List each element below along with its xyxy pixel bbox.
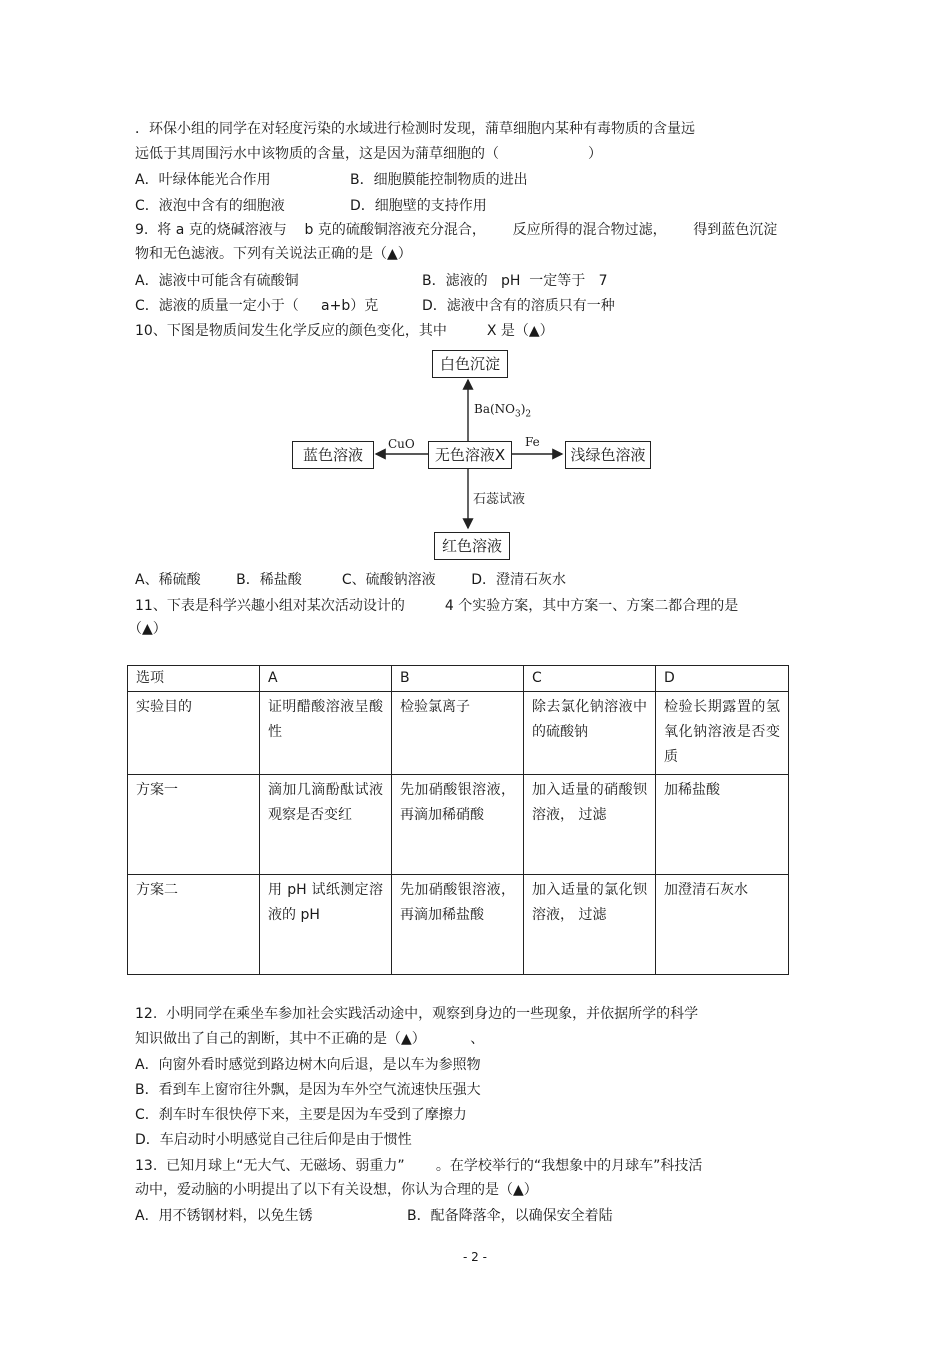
q12-stem-line1: 12. 小明同学在乘坐车参加社会实践活动途中，观察到身边的一些现象，并依据所学的科学 — [135, 1006, 699, 1022]
q9-stem-line2: 物和无色滤液。下列有关说法正确的是（▲） — [135, 246, 412, 262]
q8-option-d: D．细胞壁的支持作用 — [350, 198, 487, 214]
table-cell: 加入适量的氯化钡溶液， 过滤 — [524, 875, 656, 975]
q13-stem-line2: 动中，爱动脑的小明提出了以下有关设想，你认为合理的是（▲） — [135, 1182, 538, 1198]
label-litmus: 石蕊试液 — [473, 492, 526, 507]
experiment-table — [127, 665, 789, 975]
q12-option-c: C．刹车时车很快停下来，主要是因为车受到了摩擦力 — [135, 1107, 467, 1123]
table-row — [128, 775, 789, 875]
table-header-row — [128, 666, 789, 692]
diagram-arrows — [0, 0, 950, 600]
table-cell: 方案一 — [128, 775, 260, 875]
table-row — [128, 875, 789, 975]
table-cell: 除去氯化钠溶液中的硫酸钠 — [524, 692, 656, 775]
table-cell: 加入适量的硝酸钡溶液， 过滤 — [524, 775, 656, 875]
table-cell: 先加硝酸银溶液，再滴加稀盐酸 — [392, 875, 524, 975]
q9-option-b: B．滤液的 pH 一定等于 7 — [422, 273, 608, 289]
table-cell: A — [260, 666, 392, 692]
table-cell: 实验目的 — [128, 692, 260, 775]
table-cell: 方案二 — [128, 875, 260, 975]
box-light-green-solution: 浅绿色溶液 — [565, 441, 651, 469]
q8-stem-line1: ．环保小组的同学在对轻度污染的水域进行检测时发现，蒲草细胞内某种有毒物质的含量远 — [135, 121, 695, 137]
table-cell: 加稀盐酸 — [656, 775, 789, 875]
q13-stem-line1: 13. 已知月球上“无大气、无磁场、弱重力” 。在学校举行的“我想象中的月球车”科技活 — [135, 1158, 703, 1174]
table-row — [128, 692, 789, 775]
table-cell: 先加硝酸银溶液，再滴加稀硝酸 — [392, 775, 524, 875]
label-barium-nitrate: $Ba(NO_3)_2$ — [474, 402, 532, 420]
q8-option-b: B．细胞膜能控制物质的进出 — [350, 172, 528, 188]
table-cell: 滴加几滴酚酞试液观察是否变红 — [260, 775, 392, 875]
q12-option-a: A．向窗外看时感觉到路边树木向后退，是以车为参照物 — [135, 1057, 481, 1073]
q12-stem-line2: 知识做出了自己的割断，其中不正确的是（▲） 、 — [135, 1031, 485, 1047]
table-cell: 证明醋酸溶液呈酸性 — [260, 692, 392, 775]
q9-stem-line1: 9. 将 a 克的烧碱溶液与 b 克的硫酸铜溶液充分混合， 反应所得的混合物过滤， 得到蓝色沉淀 — [135, 222, 778, 238]
table-cell: 用 pH 试纸测定溶液的 pH — [260, 875, 392, 975]
box-blue-solution: 蓝色溶液 — [292, 441, 374, 469]
page-number: - 2 - — [463, 1250, 487, 1264]
q8-option-c: C．液泡中含有的细胞液 — [135, 198, 285, 214]
table-cell: B — [392, 666, 524, 692]
q11-stem-line2: （▲） — [128, 621, 167, 637]
q12-option-b: B．看到车上窗帘往外飘，是因为车外空气流速快压强大 — [135, 1082, 481, 1098]
table-cell: 选项 — [128, 666, 260, 692]
q13-option-a: A．用不锈钢材料，以免生锈 — [135, 1208, 313, 1224]
q13-option-b: B．配备降落伞，以确保安全着陆 — [407, 1208, 613, 1224]
table-cell: 加澄清石灰水 — [656, 875, 789, 975]
q8-option-a: A．叶绿体能光合作用 — [135, 172, 271, 188]
q9-option-a: A．滤液中可能含有硫酸铜 — [135, 273, 299, 289]
table-cell: D — [656, 666, 789, 692]
q8-stem-line2: 远低于其周围污水中该物质的含量，这是因为蒲草细胞的（ ） — [135, 146, 603, 162]
table-cell: 检验长期露置的氢氧化钠溶液是否变质 — [656, 692, 789, 775]
q9-option-d: D．滤液中含有的溶质只有一种 — [422, 298, 615, 314]
table-cell: 检验氯离子 — [392, 692, 524, 775]
q12-option-d: D．车启动时小明感觉自己往后仰是由于惯性 — [135, 1132, 412, 1148]
box-white-precipitate: 白色沉淀 — [432, 350, 508, 378]
label-cuo: CuO — [388, 437, 415, 451]
box-colorless-solution-x: 无色溶液X — [428, 441, 512, 469]
q10-options: A、稀硫酸 B．稀盐酸 C、硫酸钠溶液 D．澄清石灰水 — [135, 572, 566, 588]
q10-stem: 10、下图是物质间发生化学反应的颜色变化，其中 X 是（▲） — [135, 323, 554, 339]
table-cell: C — [524, 666, 656, 692]
q11-stem-line1: 11、下表是科学兴趣小组对某次活动设计的 4 个实验方案，其中方案一、方案二都合理的是 — [135, 598, 739, 614]
box-red-solution: 红色溶液 — [434, 532, 510, 560]
q9-option-c: C．滤液的质量一定小于（ a+b）克 — [135, 298, 379, 314]
label-fe: Fe — [525, 435, 540, 449]
